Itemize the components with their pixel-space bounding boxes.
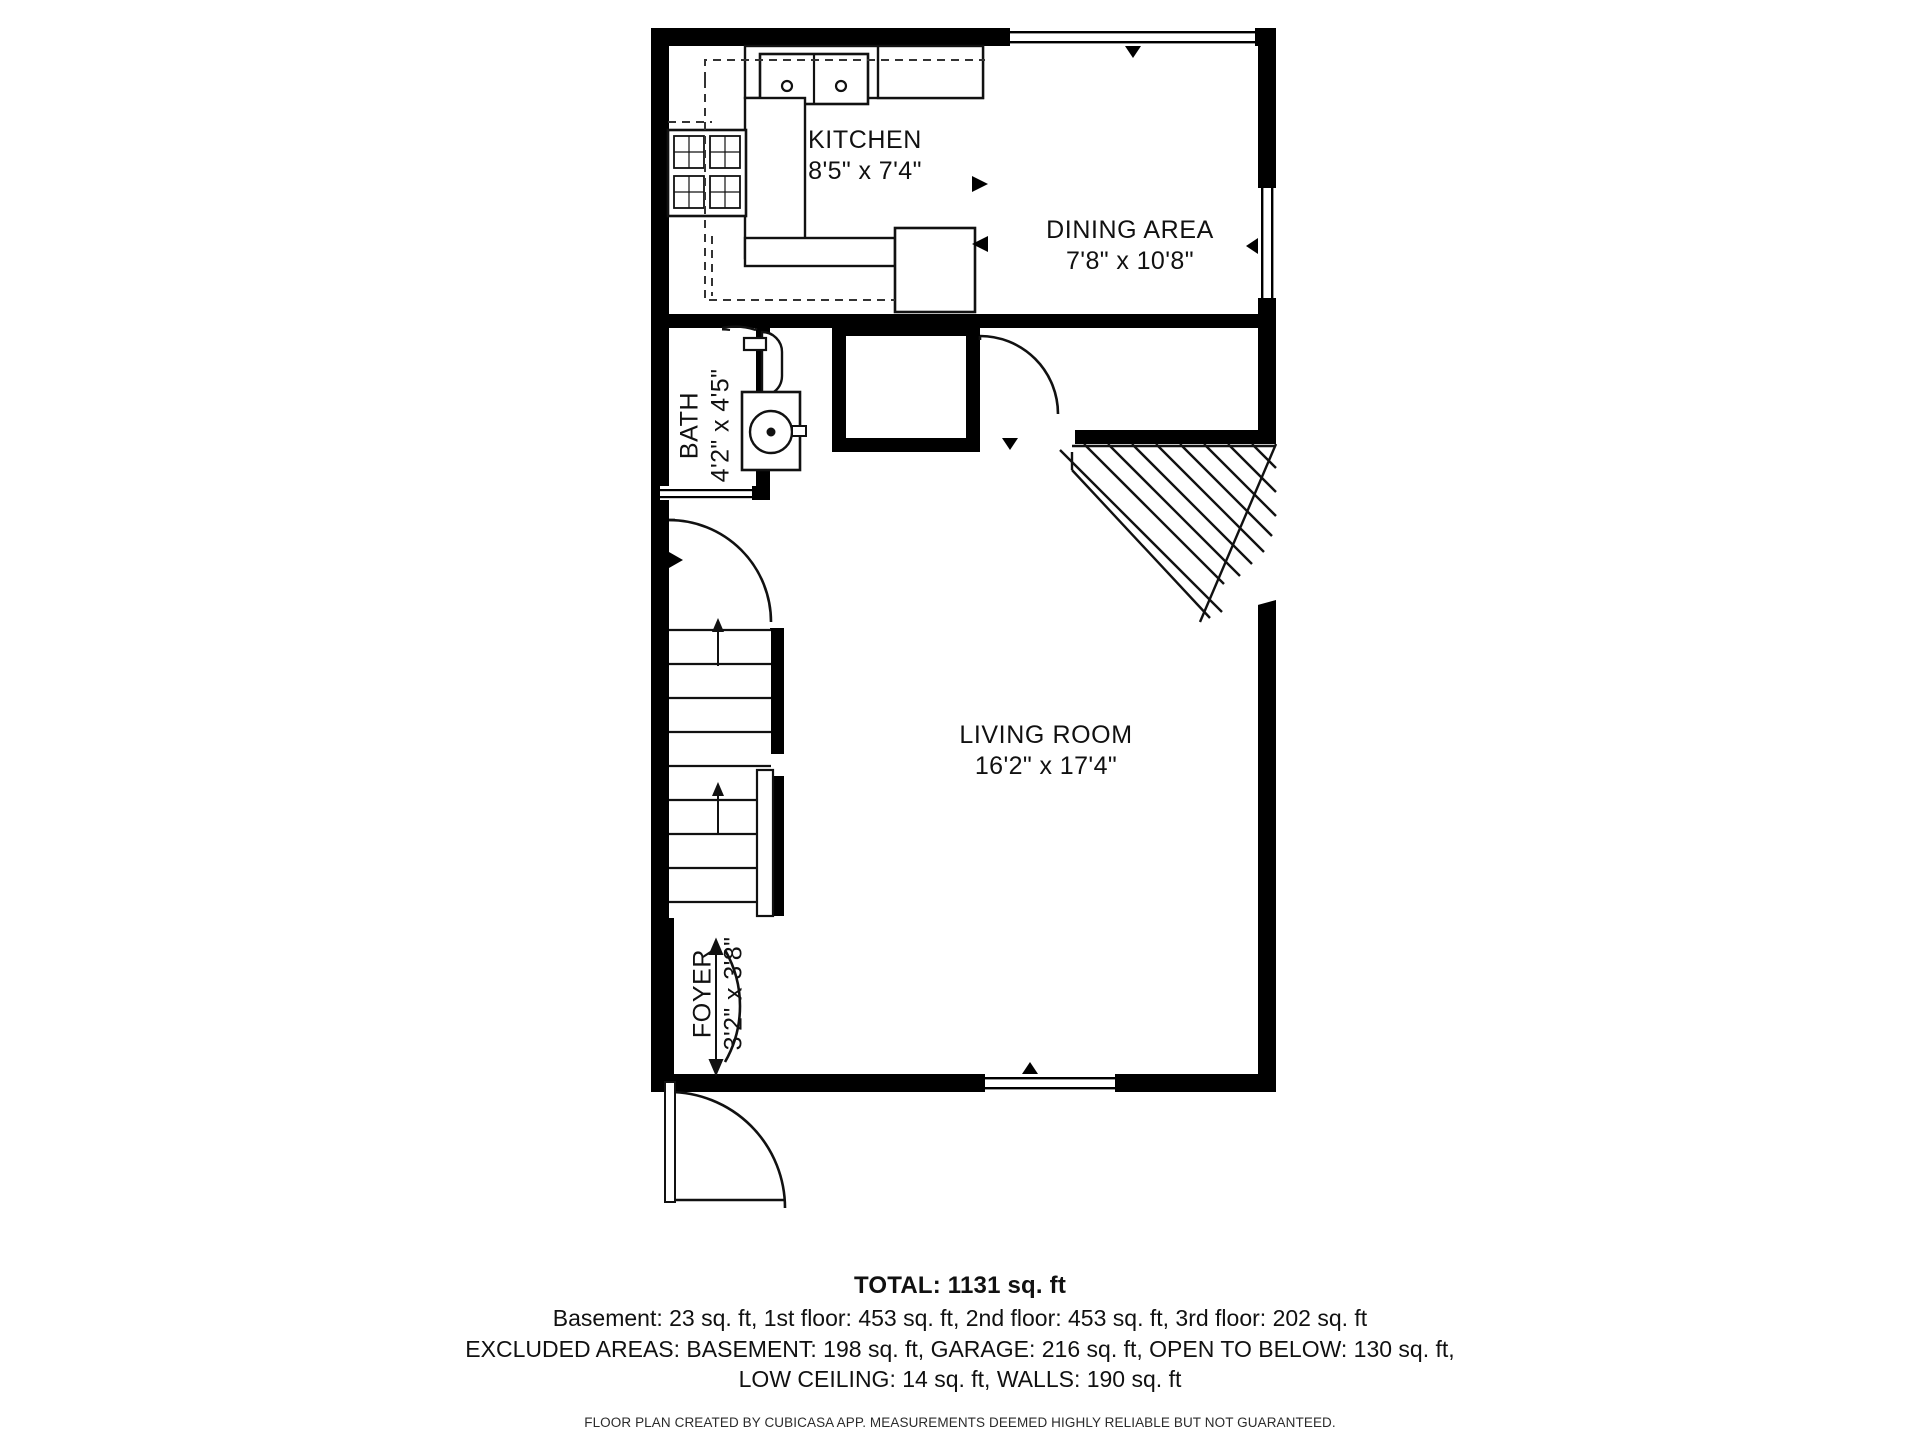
window-top [1010, 28, 1255, 58]
room-name-foyer: FOYER [688, 948, 717, 1039]
room-dims-foyer: 3'2" x 3'8" [719, 936, 747, 1051]
excluded-areas-line-1: EXCLUDED AREAS: BASEMENT: 198 sq. ft, GARAGE: 216 sq. ft, OPEN TO BELOW: 130 sq. ft, [465, 1335, 1455, 1362]
foyer-door-arrow [669, 552, 683, 568]
entry-door-panel [665, 1082, 675, 1202]
foyer-interior-door-swing [669, 520, 771, 622]
excluded-areas-line-2: LOW CEILING: 14 sq. ft, WALLS: 190 sq. ft [738, 1366, 1182, 1393]
angled-stairs [1060, 444, 1276, 622]
room-name-bath: BATH [675, 391, 704, 460]
area-summary [0, 1272, 1920, 1430]
room-label-living-room [866, 720, 1226, 781]
room-label-kitchen [715, 125, 1015, 186]
room-label-bath [675, 326, 736, 526]
total-area: TOTAL: 1131 sq. ft [853, 1272, 1067, 1299]
room-name-living-room: LIVING ROOM [959, 721, 1133, 749]
disclaimer-credit: FLOOR PLAN CREATED BY CUBICASA APP. MEASUREMENTS DEEMED HIGHLY RELIABLE BUT NOT GUARANTEED. [584, 1414, 1336, 1430]
room-dims-dining: 7'8" x 10'8" [1065, 246, 1194, 275]
room-name-dining: DINING AREA [1046, 216, 1214, 244]
window-bottom-living [985, 1062, 1115, 1092]
stair-rail [757, 770, 773, 916]
room-dims-bath: 4'2" x 4'5" [706, 368, 734, 483]
room-dims-living-room: 16'2" x 17'4" [974, 751, 1118, 780]
entry-door-swing [669, 1092, 785, 1208]
straight-stairs [669, 618, 771, 918]
floor-breakdown: Basement: 23 sq. ft, 1st floor: 453 sq. ft, 2nd floor: 453 sq. ft, 3rd floor: 202 sq. ft [552, 1305, 1368, 1331]
room-name-kitchen: KITCHEN [808, 126, 922, 154]
closet-door-swing [980, 336, 1058, 414]
room-label-dining [960, 215, 1300, 276]
room-label-foyer [688, 896, 749, 1092]
room-dims-kitchen: 8'5" x 7'4" [808, 156, 922, 185]
closet-arrow [1002, 438, 1018, 450]
